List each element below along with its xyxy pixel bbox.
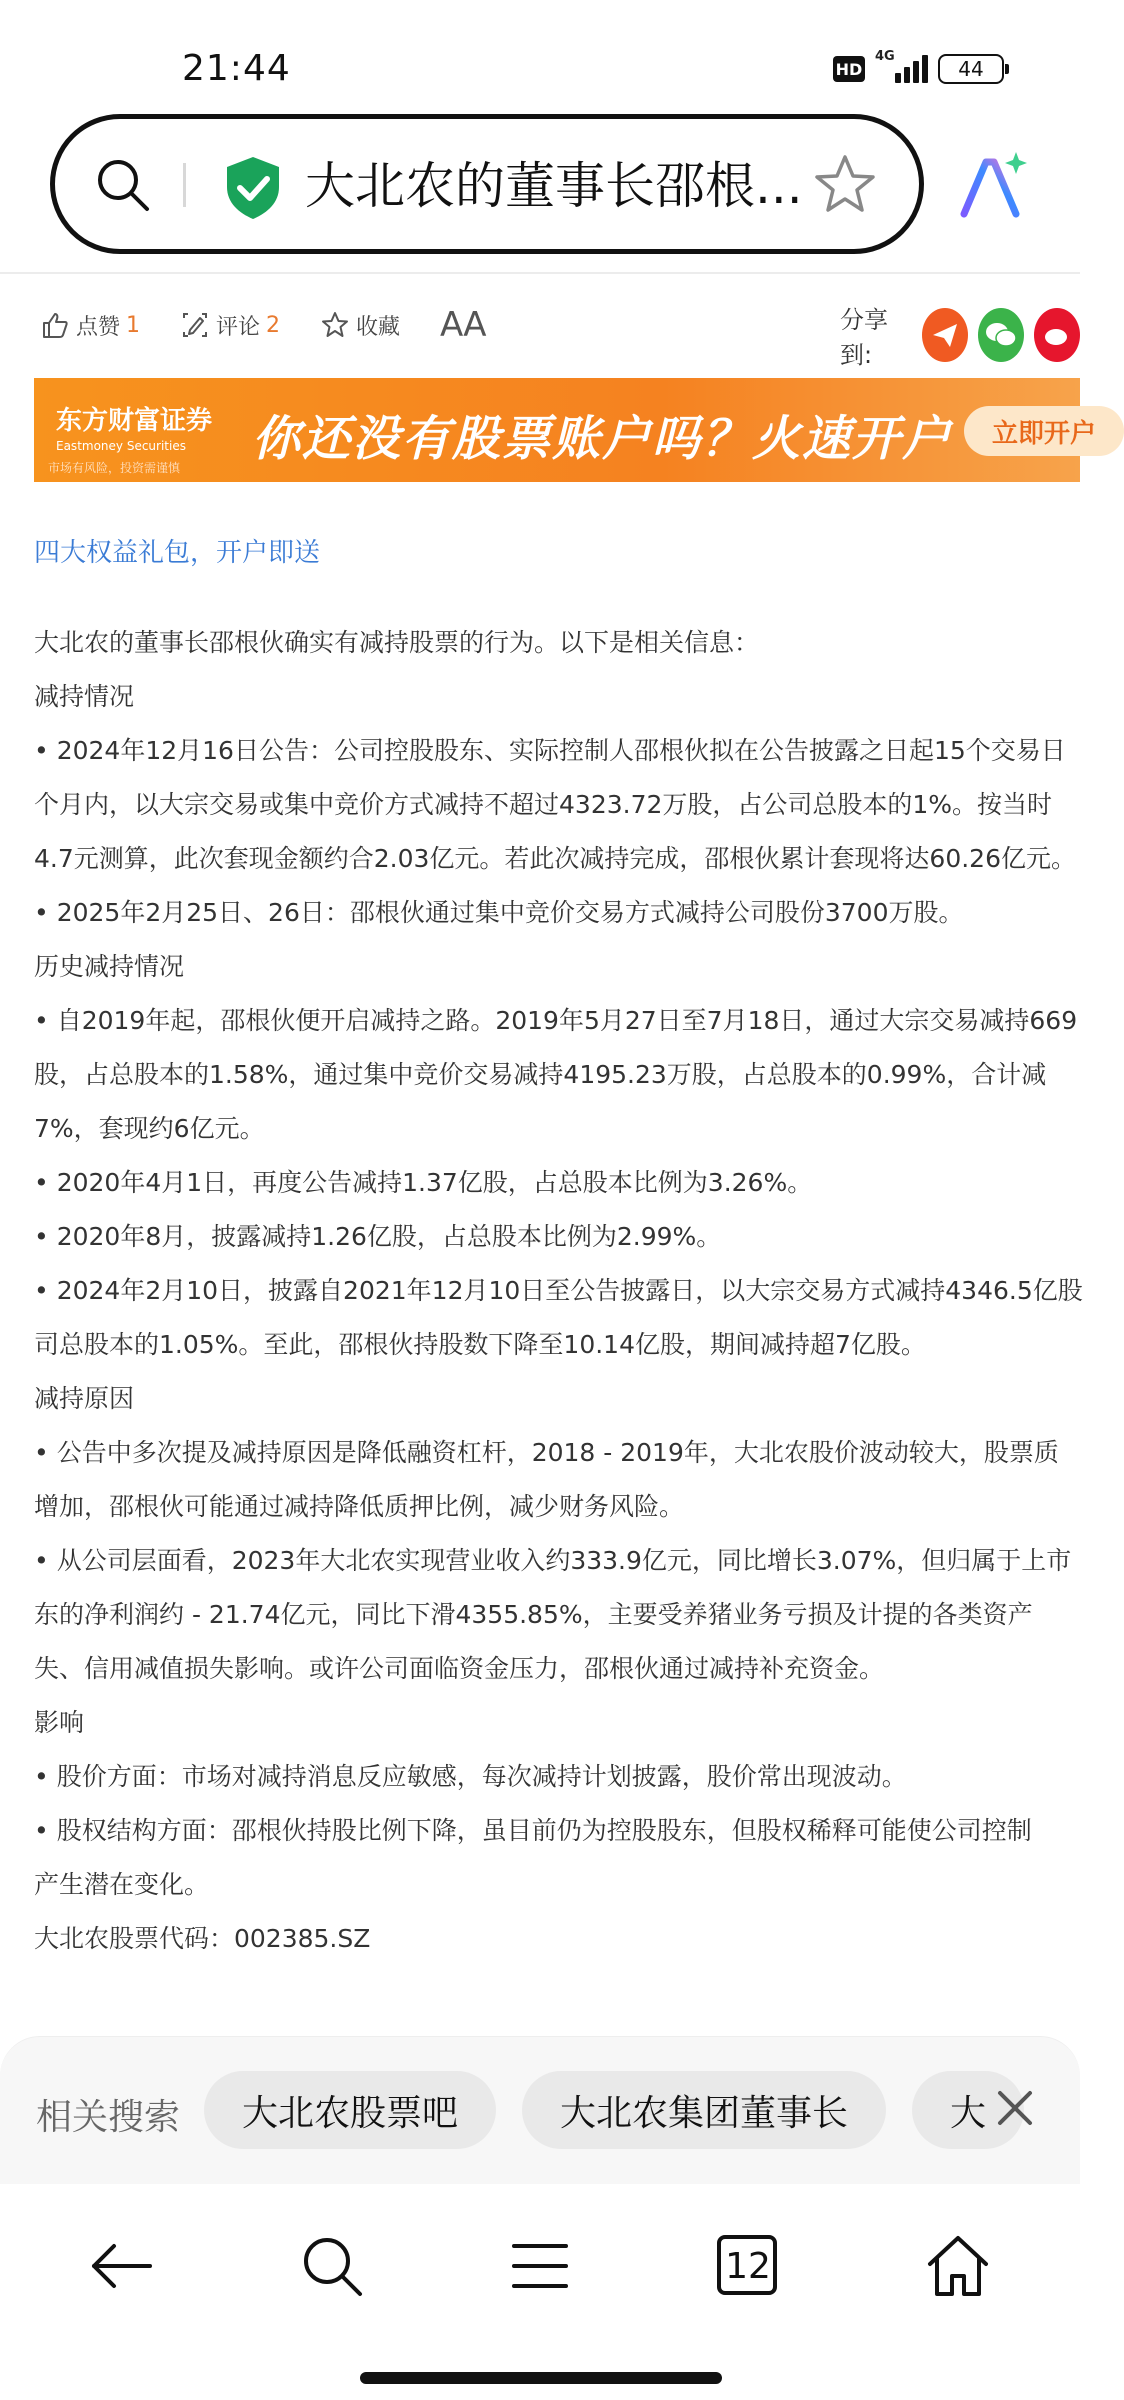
home-indicator[interactable] — [360, 2372, 722, 2384]
comment-label: 评论 — [216, 314, 261, 340]
like-label: 点赞 — [76, 314, 121, 340]
search-icon[interactable] — [91, 153, 155, 217]
close-icon[interactable] — [990, 2083, 1040, 2133]
star-outline-icon — [320, 310, 350, 340]
related-search-chip[interactable]: 大 — [912, 2071, 1024, 2149]
like-button[interactable] — [40, 310, 140, 341]
article-line: • 自2019年起，邵根伙便开启减持之路。2019年5月27日至7月18日，通过大宗交易减持669 — [34, 1006, 1078, 1035]
related-search-label: 相关搜索 — [36, 2097, 181, 2138]
favorite-label: 收藏 — [356, 314, 401, 340]
ad-open-account-button[interactable]: 立即开户 — [964, 406, 1124, 456]
article-line: • 股权结构方面：邵根伙持股比例下降，虽目前仍为控股股东，但股权稀释可能使公司控制 — [34, 1816, 1032, 1845]
tabs-button[interactable] — [708, 2226, 788, 2306]
article-line: 7%，套现约6亿元。 — [34, 1114, 265, 1143]
home-button[interactable] — [918, 2226, 998, 2306]
article-line: 股，占总股本的1.58%，通过集中竞价交易减持4195.23万股，占总股本的0.99%，合计减 — [34, 1060, 1047, 1089]
status-icons — [833, 49, 1004, 84]
share-weibo-icon[interactable] — [1034, 308, 1080, 362]
article-line: 4.7元测算，此次套现金额约合2.03亿元。若此次减持完成，邵根伙累计套现将达60.26亿元。 — [34, 844, 1076, 873]
article-line: 大北农股票代码：002385.SZ — [34, 1924, 371, 1953]
font-size-label: AA — [440, 305, 486, 345]
status-time: 21:44 — [182, 48, 291, 89]
search-button[interactable] — [292, 2226, 372, 2306]
article-line: 产生潜在变化。 — [34, 1870, 210, 1899]
article-line: 增加，邵根伙可能通过减持降低质押比例，减少财务风险。 — [34, 1492, 685, 1521]
search-icon — [298, 2232, 366, 2300]
related-search-bar — [0, 2036, 1080, 2184]
like-count: 1 — [126, 312, 141, 338]
article-heading: 减持原因 — [34, 1384, 135, 1413]
article-line: 司总股本的1.05%。至此，邵根伙持股数下降至10.14亿股，期间减持超7亿股。 — [34, 1330, 926, 1359]
comment-button[interactable] — [180, 310, 280, 341]
bottom-nav — [0, 2186, 1080, 2400]
article-heading: 影响 — [34, 1708, 85, 1737]
related-search-chip[interactable]: 大北农集团董事长 — [522, 2071, 886, 2149]
article-line: • 2024年2月10日，披露自2021年12月10日至公告披露日，以大宗交易方式减持4346.5亿股 — [34, 1276, 1083, 1305]
page-title[interactable]: 大北农的董事长邵根... — [305, 157, 803, 215]
ad-risk-note: 市场有风险，投资需谨慎 — [48, 461, 181, 475]
article-line: • 从公司层面看，2023年大北农实现营业收入约333.9亿元，同比增长3.07%，但归属于上市 — [34, 1546, 1072, 1575]
status-bar — [0, 0, 1080, 110]
shield-check-icon[interactable] — [223, 155, 283, 221]
font-size-button[interactable] — [440, 305, 485, 345]
star-icon[interactable] — [811, 151, 879, 219]
address-bar[interactable] — [50, 114, 924, 254]
article-line: 个月内，以大宗交易或集中竞价方式减持不超过4323.72万股，占公司总股本的1%。按当时 — [34, 790, 1053, 819]
article-line: • 股价方面：市场对减持消息反应敏感，每次减持计划披露，股价常出现波动。 — [34, 1762, 907, 1791]
hamburger-menu-icon — [506, 2232, 574, 2300]
related-search-chips — [204, 2071, 987, 2151]
ai-assistant-icon[interactable] — [958, 150, 1030, 222]
menu-button[interactable] — [500, 2226, 580, 2306]
ad-brand-logo — [56, 400, 212, 453]
ad-slogan: 你还没有股票账户吗？火速开户 — [252, 411, 953, 467]
share-wechat-icon[interactable] — [978, 308, 1024, 362]
tab-count: 12 — [725, 2245, 771, 2287]
home-icon — [924, 2232, 992, 2300]
article-action-row — [40, 300, 1080, 369]
battery-level: 44 — [958, 57, 984, 81]
share-group — [840, 300, 1080, 370]
favorite-button[interactable] — [320, 310, 400, 341]
address-divider — [183, 163, 186, 207]
article-line: • 2020年4月1日，再度公告减持1.37亿股，占总股本比例为3.26%。 — [34, 1168, 813, 1197]
article-heading: 历史减持情况 — [34, 952, 185, 981]
article-line: • 2020年8月，披露减持1.26亿股，占总股本比例为2.99%。 — [34, 1222, 722, 1251]
share-label: 分享到: — [840, 306, 888, 369]
comment-count: 2 — [266, 312, 281, 338]
network-type-label: 4G — [875, 49, 895, 64]
article-body — [34, 616, 1083, 1966]
arrow-left-icon — [88, 2232, 156, 2300]
article-line: 东的净利润约 - 21.74亿元，同比下滑4355.85%，主要受养猪业务亏损及计提的各类资产 — [34, 1600, 1033, 1629]
article-line: 失、信用减值损失影响。或许公司面临资金压力，邵根伙通过减持补充资金。 — [34, 1654, 885, 1683]
back-button[interactable] — [82, 2226, 162, 2306]
article-line: 大北农的董事长邵根伙确实有减持股票的行为。以下是相关信息： — [34, 628, 760, 657]
article-heading: 减持情况 — [34, 682, 135, 711]
promo-link[interactable]: 四大权益礼包，开户即送 — [34, 538, 321, 568]
article-line: • 公告中多次提及减持原因是降低融资杠杆，2018 - 2019年，大北农股价波动较大，股票质 — [34, 1438, 1059, 1467]
related-search-chip[interactable]: 大北农股票吧 — [204, 2071, 496, 2149]
article-line: • 2024年12月16日公告：公司控股股东、实际控制人邵根伙拟在公告披露之日起15个交易日 — [34, 736, 1066, 765]
thumb-up-icon — [40, 310, 70, 340]
ad-brand-en: Eastmoney Securities — [56, 439, 186, 453]
ad-banner[interactable] — [34, 378, 1097, 482]
article-line: • 2025年2月25日、26日：邵根伙通过集中竞价交易方式减持公司股份3700万股。 — [34, 898, 964, 927]
share-paper-plane-icon[interactable] — [922, 308, 968, 362]
signal-icon — [875, 49, 928, 83]
battery-icon — [938, 54, 1004, 84]
header-divider — [0, 272, 1080, 274]
comment-edit-icon — [180, 310, 210, 340]
hd-icon: HD — [833, 56, 865, 82]
ad-brand: 东方财富证券 — [56, 406, 213, 436]
